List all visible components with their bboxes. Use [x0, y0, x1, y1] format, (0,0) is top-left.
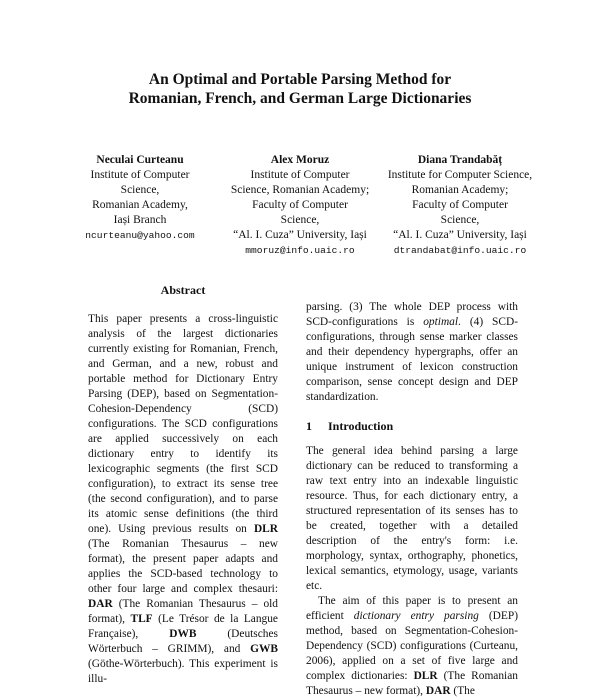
abstract-text: (Le Trésor de la Langue Française),: [88, 613, 278, 640]
author-name: Neculai Curteanu: [96, 154, 184, 166]
author-block-2: [212, 153, 388, 258]
intro-paragraph-1: The general idea behind parsing a large dictionary can be reduced to transforming a raw text entry into an indexable linguistic resource. Thus, for each dictionary entry, a structured representation of its senses has to be created, together with a detailed description of the entry's form: i.e. morphology, syntax, orthography, phonetics, lexical semantics, etymology, usage, variants etc.: [306, 445, 518, 592]
author-affiliation-line: Romanian Academy;: [411, 184, 509, 196]
section-number: 1: [306, 419, 312, 433]
intro-term-dar: DAR: [425, 685, 451, 697]
author-affiliation-line: Faculty of Computer: [412, 199, 508, 211]
title-line-1: An Optimal and Portable Parsing Method for: [148, 71, 452, 88]
author-affiliation-line: Faculty of Computer: [252, 199, 348, 211]
left-column: [88, 283, 278, 687]
abstract-text: parsing. (3) The whole DEP process with SCD-configurations is: [306, 301, 518, 328]
intro-term-dlr: DLR: [413, 670, 438, 682]
title-line-2: Romanian, French, and German Large Dictionaries: [128, 90, 472, 107]
abstract-term-dlr: DLR: [253, 523, 278, 535]
author-name: Diana Trandabăț: [417, 154, 503, 166]
paper-title: [60, 70, 540, 108]
author-email: mmoruz@info.uaic.ro: [245, 245, 355, 256]
author-affiliation-line: Science, Romanian Academy;: [230, 184, 370, 196]
author-block-3: [372, 153, 548, 258]
abstract-term-tlf: TLF: [130, 613, 153, 625]
author-affiliation-line: Science,: [440, 214, 480, 226]
author-affiliation-line: “Al. I. Cuza” University, Iași: [233, 229, 367, 241]
term-optimal: optimal: [423, 316, 459, 328]
abstract-text: (The Romanian Thesaurus – new format), the present paper adapts and applies the SCD-based technology to other four large and complex thesauri:: [88, 538, 278, 595]
author-affiliation-line: “Al. I. Cuza” University, Iași: [393, 229, 527, 241]
section-title: Introduction: [328, 419, 394, 433]
author-email: dtrandabat@info.uaic.ro: [393, 245, 527, 256]
intro-text: (The: [450, 685, 475, 697]
author-affiliation-line: Institute of Computer: [90, 169, 190, 181]
term-dictionary-entry-parsing: dictionary entry parsing: [353, 610, 479, 622]
abstract-term-gwb: GWB: [250, 643, 278, 655]
author-affiliation-line: Science,: [280, 214, 320, 226]
intro-text: The aim of this paper is to present an efficient: [306, 595, 518, 622]
author-affiliation-line: Science,: [120, 184, 160, 196]
abstract-text: (The Romanian Thesaurus – old format),: [88, 598, 278, 625]
author-block-1: [52, 153, 228, 243]
author-affiliation-line: Institute of Computer: [250, 169, 350, 181]
author-affiliation-line: Romanian Academy,: [92, 199, 188, 211]
author-email: ncurteanu@yahoo.com: [85, 230, 195, 241]
abstract-paragraph: [88, 312, 278, 687]
author-affiliation-line: Institute for Computer Science,: [387, 169, 533, 181]
author-affiliation-line: Iași Branch: [113, 214, 167, 226]
abstract-text: (Deutsches Wörterbuch – GRIMM), and: [88, 628, 278, 655]
abstract-text: . (4) SCD-configurations, through sense marker classes and their dependency hypergraphs, offer an unique instrument of lexicon construction comparison, sense concept design and DEP standardization.: [306, 316, 519, 403]
intro-paragraph-2: [306, 594, 518, 699]
abstract-text: (Göthe-Wörterbuch). This experiment is illu-: [88, 658, 278, 685]
intro-text: (DEP) method, based on Segmentation-Cohesion-Dependency (SCD) configurations (Curteanu, 2006), applied on a set of five large and complex dictionaries:: [306, 610, 518, 682]
section-heading-introduction: [306, 419, 518, 434]
right-column: [306, 300, 518, 699]
abstract-term-dar: DAR: [88, 598, 113, 610]
intro-text: (The Romanian Thesaurus – new format),: [306, 670, 518, 697]
author-name: Alex Moruz: [270, 154, 330, 166]
abstract-term-dwb: DWB: [169, 628, 197, 640]
abstract-continuation: [306, 300, 518, 405]
abstract-heading: Abstract: [160, 283, 206, 297]
abstract-text: This paper presents a cross-linguistic analysis of the largest dictionaries currently existing for Romanian, French, and German, and a new, robust and portable method for Dictionary Entry Parsing (DEP), based on Segmentation-Cohesion-Dependency (SCD) configurations. The SCD configurations are applied successively on each dictionary entry to identify its lexicographic segments (the first SCD configuration), to extract its sense tree (the second configuration), and to parse its atomic sense definitions (the third one). Using previous results on: [88, 313, 278, 535]
